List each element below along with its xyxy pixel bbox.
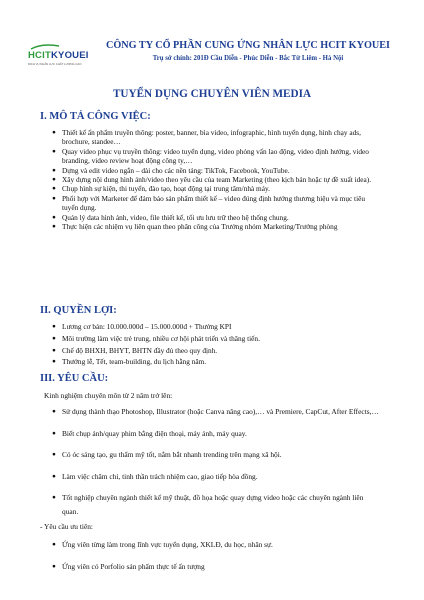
bullet-icon: ● — [52, 541, 56, 548]
letterhead — [28, 40, 408, 74]
bullet-icon: ● — [52, 129, 56, 136]
priority-requirements-list — [52, 538, 380, 573]
bullet-icon: ● — [52, 323, 56, 330]
list-item: ● Chụp hình sự kiện, thi tuyển, đào tạo, hoạt động tại trung tâm/nhà máy. — [52, 184, 270, 194]
bullet-icon: ● — [52, 223, 56, 231]
list-item: ● Xây dựng nội dung hình ảnh/video theo yêu cầu của team Marketing (theo kịch bản hoặc tự đề xuất idea). — [52, 175, 372, 185]
section-heading-job-description: I. MÔ TẢ CÔNG VIỆC: — [40, 111, 151, 122]
list-item: ● Môi trường làm việc trẻ trung, nhiều cơ hội phát triển và thăng tiến. — [52, 333, 260, 343]
job-description-list — [52, 128, 380, 232]
bullet-icon: ● — [52, 429, 56, 437]
company-address: Trụ sở chính: 201Đ Cầu Diễn - Phúc Diễn - Bắc Từ Liêm - Hà Nội — [152, 55, 344, 62]
bullet-icon: ● — [52, 346, 56, 354]
list-item: ● Thiết kế ấn phẩm truyền thông: poster, banner, bìa video, infographic, hình tuyển dụng, hình chạy ads, brochure, standee… — [52, 128, 361, 147]
logo-wordmark: HCITKYOUEI — [28, 50, 89, 61]
list-item: ● Phối hợp với Marketer để đảm bảo sản phẩm thiết kế – video đúng định hướng thương hiệu và mục tiêu tuyển dụng. — [52, 193, 366, 213]
page-title: TUYỂN DỤNG CHUYÊN VIÊN MEDIA — [112, 88, 312, 100]
list-item: ● Tốt nghiệp chuyên ngành thiết kế mỹ thuật, đồ họa hoặc quay dựng video hoặc các chuyên ngành liên quan. — [52, 493, 364, 516]
logo-tagline: DỊCH VỤ NHÂN LỰC CHẤT LƯỢNG CAO — [28, 62, 82, 66]
bullet-icon: ● — [52, 213, 56, 221]
requirements-list — [52, 405, 380, 519]
bullet-icon: ● — [52, 472, 56, 480]
bullet-icon: ● — [52, 451, 56, 459]
list-item: ● Ứng viên có Porfolio sản phẩm thực tế ấn tượng — [62, 560, 380, 574]
priority-requirements-label: - Yêu cầu ưu tiên: — [40, 522, 93, 531]
company-name: CÔNG TY CỔ PHẦN CUNG ỨNG NHÂN LỰC HCIT KYOUEI — [105, 40, 391, 51]
list-item: ● Dựng và edit video ngắn – dài cho các nền tảng: TikTok, Facebook, YouTube. — [52, 165, 290, 175]
section-heading-benefits: II. QUYỀN LỢI: — [40, 305, 117, 316]
bullet-icon: ● — [52, 494, 56, 502]
bullet-icon: ● — [52, 408, 56, 415]
bullet-icon: ● — [52, 185, 56, 193]
list-item: ● Lương cơ bản: 10.000.000đ – 15.000.000đ + Thưởng KPI — [52, 322, 232, 331]
section-heading-requirements: III. YÊU CẦU: — [40, 373, 109, 384]
bullet-icon: ● — [52, 147, 56, 155]
list-item: ● Thực hiện các nhiệm vụ liên quan theo phân công của Trưởng nhóm Marketing/Trưởng phòng — [52, 222, 338, 232]
bullet-icon: ● — [52, 334, 56, 342]
list-item: ● Ứng viên từng làm trong lĩnh vực tuyển dụng, XKLĐ, du học, nhân sự. — [62, 538, 380, 552]
list-item: ● Làm việc chăm chỉ, tinh thần trách nhiệm cao, giao tiếp hòa đồng. — [62, 470, 380, 484]
bullet-icon: ● — [52, 176, 56, 184]
benefits-list — [52, 322, 380, 367]
bullet-icon: ● — [52, 194, 56, 202]
bullet-icon: ● — [52, 358, 56, 366]
requirements-intro: Kinh nghiệm chuyên môn từ 2 năm trở lên: — [44, 391, 173, 400]
list-item: ● Quản lý data hình ảnh, video, file thiết kế, tối ưu lưu trữ theo hệ thống chung. — [52, 212, 289, 222]
list-item: ● Biết chụp ảnh/quay phim bằng điện thoại, máy ảnh, máy quay. — [62, 427, 380, 441]
list-item: ● Chế độ BHXH, BHYT, BHTN đầy đủ theo quy định. — [52, 345, 218, 355]
list-item: ● Quay video phục vụ truyền thông: video tuyển dụng, video phỏng vấn lao động, video định hướng, video branding, video review hoạt động công ty,… — [52, 146, 369, 166]
list-item: ● Thưởng lễ, Tết, team-building, du lịch hằng năm. — [52, 357, 207, 367]
bullet-icon: ● — [52, 562, 56, 570]
list-item: ● Sử dụng thành thạo Photoshop, Illustrator (hoặc Canva nâng cao),… và Premiere, CapCut, After Effects,… — [62, 405, 380, 419]
list-item: ● Có óc sáng tạo, gu thẩm mỹ tốt, nắm bắt nhanh trending trên mạng xã hội. — [62, 448, 380, 462]
bullet-icon: ● — [52, 166, 56, 174]
